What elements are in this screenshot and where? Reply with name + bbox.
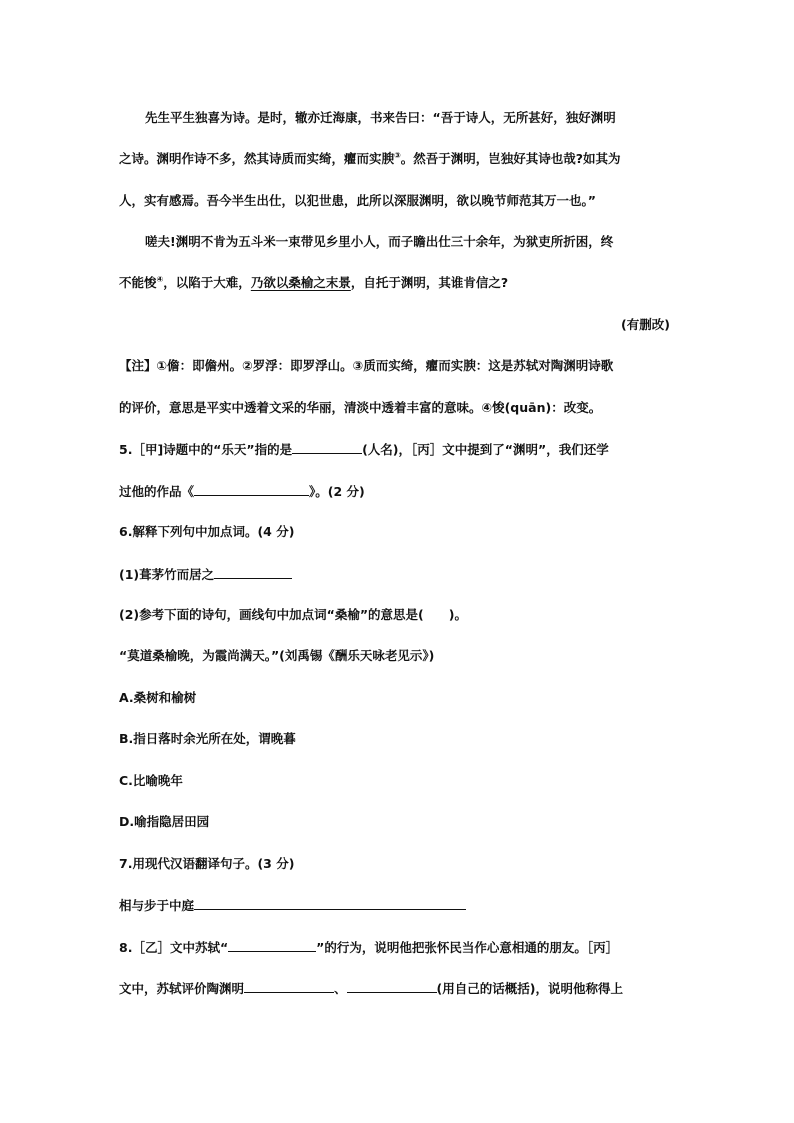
question-6-2 bbox=[119, 607, 467, 623]
text: 嗟夫!渊明不肯为五斗米一束带见乡里小人，而子瞻出仕三十余年，为狱吏所折困，终 bbox=[145, 234, 614, 249]
question-7 bbox=[119, 856, 294, 872]
text: (1)葺茅竹而居之 bbox=[119, 567, 215, 582]
text: 不能悛 bbox=[119, 275, 157, 290]
text: A.桑树和榆树 bbox=[119, 690, 197, 705]
text: 。然吾于渊明，岂独好其诗也哉?如其为 bbox=[400, 151, 621, 166]
option-c[interactable] bbox=[119, 773, 183, 789]
text: (用自己的话概括)，说明他称得上 bbox=[436, 981, 623, 996]
answer-blank[interactable] bbox=[292, 441, 362, 454]
option-b[interactable] bbox=[119, 731, 296, 747]
text: 文中，苏轼评价陶渊明 bbox=[119, 981, 245, 996]
source-note bbox=[621, 317, 670, 333]
text: 》。(2 分) bbox=[309, 484, 365, 499]
text: 8.［乙］文中苏轼“ bbox=[119, 940, 229, 955]
question-8-line bbox=[119, 939, 618, 956]
answer-blank[interactable] bbox=[228, 939, 316, 952]
text: “莫道桑榆晚，为霞尚满天。”(刘禹锡《酬乐天咏老见示》) bbox=[119, 648, 435, 663]
text: (人名)，［丙］文中提到了“渊明”，我们还学 bbox=[362, 442, 609, 457]
text: ，自托于渊明，其谁肯信之? bbox=[350, 275, 509, 290]
text: 【注】①儋：即儋州。②罗浮：即罗浮山。③质而实绮，癯而实腴：这是苏轼对陶渊明诗歌 bbox=[119, 358, 614, 373]
text: 人，实有感焉。吾今半生出仕，以犯世患，此所以深服渊明，欲以晚节师范其万一也。” bbox=[119, 193, 596, 208]
passage-line bbox=[145, 110, 616, 126]
answer-blank[interactable] bbox=[347, 980, 437, 993]
notes-line bbox=[119, 400, 601, 416]
text: 过他的作品《 bbox=[119, 484, 195, 499]
option-a[interactable] bbox=[119, 690, 196, 706]
text: ，以陷于大难， bbox=[163, 275, 251, 290]
question-5-line bbox=[119, 441, 609, 458]
question-6-1 bbox=[119, 566, 292, 583]
passage-line bbox=[119, 275, 508, 291]
text: B.指日落时余光所在处，谓晚暮 bbox=[119, 731, 296, 746]
text: 5.［甲]诗题中的“乐天”指的是 bbox=[119, 442, 293, 457]
text: 6.解释下列句中加点词。(4 分) bbox=[119, 524, 295, 539]
text: 先生平生独喜为诗。是时，辙亦迁海康，书来告曰：“吾于诗人，无所甚好，独好渊明 bbox=[145, 110, 616, 125]
question-6 bbox=[119, 524, 294, 540]
answer-blank[interactable] bbox=[244, 980, 334, 993]
text: (2)参考下面的诗句，画线句中加点词“桑榆”的意思是( )。 bbox=[119, 607, 467, 622]
text: (有删改) bbox=[621, 317, 670, 332]
footnote-marker: ③ bbox=[394, 150, 401, 160]
footnote-marker: ④ bbox=[156, 274, 164, 284]
notes-line bbox=[119, 358, 613, 374]
text: 相与步于中庭 bbox=[119, 898, 195, 913]
answer-blank[interactable] bbox=[194, 897, 466, 910]
question-7-sentence bbox=[119, 897, 466, 914]
answer-blank[interactable] bbox=[194, 483, 309, 496]
question-6-quote bbox=[119, 648, 434, 664]
text: D.喻指隐居田园 bbox=[119, 814, 210, 829]
question-8-line bbox=[119, 980, 623, 997]
underlined-sentence: 乃欲以桑榆之末景 bbox=[250, 275, 351, 290]
text: C.比喻晚年 bbox=[119, 773, 183, 788]
text: ”的行为，说明他把张怀民当作心意相通的朋友。［丙］ bbox=[316, 940, 619, 955]
text: 之诗。渊明作诗不多，然其诗质而实绮，癯而实腴 bbox=[119, 151, 395, 166]
passage-line bbox=[119, 193, 596, 209]
option-d[interactable] bbox=[119, 814, 209, 830]
text: 7.用现代汉语翻译句子。(3 分) bbox=[119, 856, 295, 871]
text: 、 bbox=[334, 981, 347, 996]
text: 的评价，意思是平实中透着文采的华丽，清淡中透着丰富的意味。④悛(quān)：改变。 bbox=[119, 400, 602, 415]
passage-line bbox=[119, 151, 621, 167]
answer-blank[interactable] bbox=[214, 566, 292, 579]
question-5-line bbox=[119, 483, 365, 500]
passage-line bbox=[145, 234, 613, 250]
